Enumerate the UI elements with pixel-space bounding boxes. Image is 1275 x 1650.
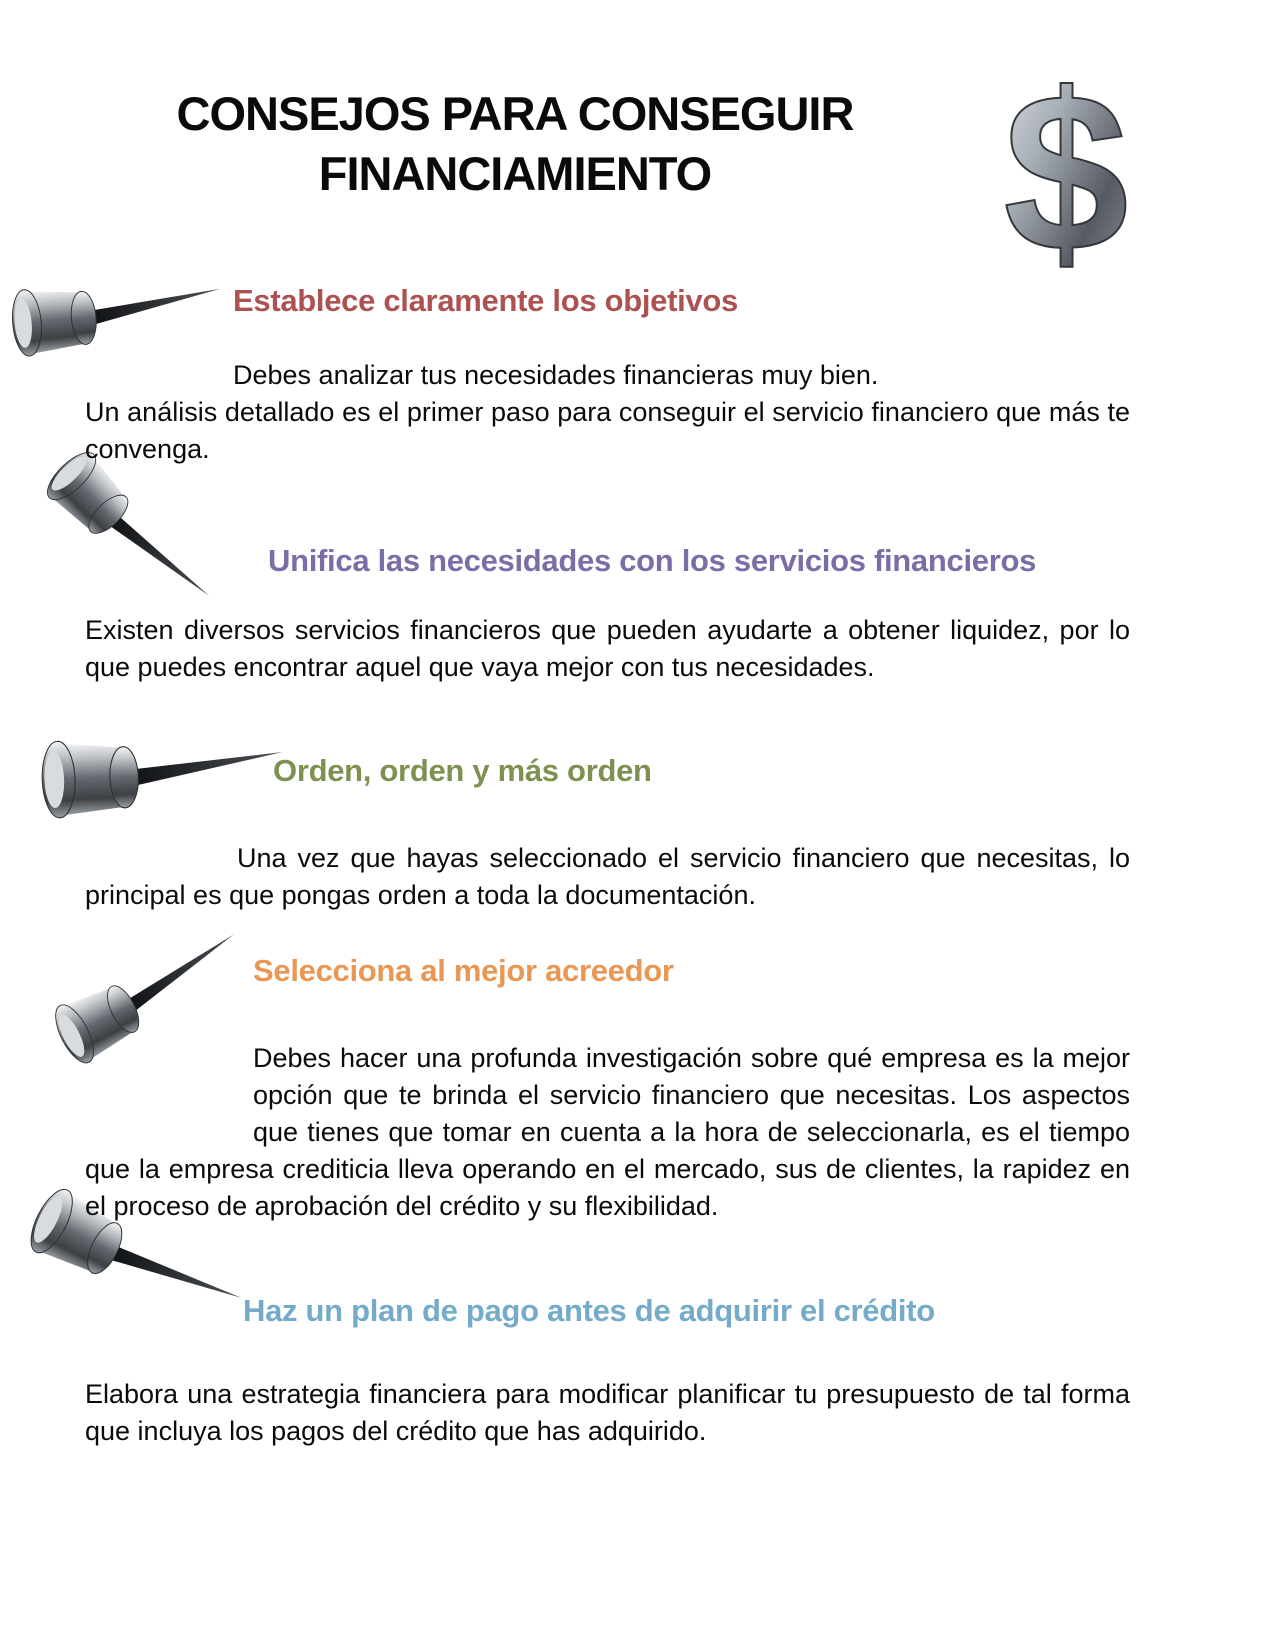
section-heading-objetivos: Establece claramente los objetivos (233, 283, 738, 318)
section-heading-plan-de-pago: Haz un plan de pago antes de adquirir el crédito (243, 1293, 935, 1328)
paragraph: Una vez que hayas seleccionado el servicio financiero que necesitas, lo principal es que pongas orden a toda la documentación. (85, 843, 1130, 910)
page-title-line2: FINANCIAMIENTO (318, 147, 712, 200)
section-body-acreedor (85, 1040, 1130, 1225)
section-body-objetivos (85, 357, 1130, 468)
paragraph: Elabora una estrategia financiera para modificar planificar tu presupuesto de tal forma que incluya los pagos del crédito que has adquirido. (85, 1379, 1130, 1446)
section-body-unifica (85, 612, 1130, 686)
page-title-line1: CONSEJOS PARA CONSEGUIR (176, 87, 854, 140)
section-body-orden (85, 840, 1130, 914)
paragraph: Debes analizar tus necesidades financieras muy bien. (233, 360, 879, 390)
dollar-sign-image (988, 62, 1143, 287)
paragraph: Debes hacer una profunda investigación sobre qué empresa es la mejor opción que te brinda el servicio financiero que necesitas. Los aspectos que tienes que tomar en cuenta a la hora de seleccionarla, es el tiempo que la empresa crediticia lleva operando en el mercado, sus de clientes, la rapidez en el proceso de aprobación del crédito y su flexibilidad. (85, 1043, 1130, 1221)
section-heading-orden: Orden, orden y más orden (273, 753, 652, 788)
dollar-sign-icon (988, 62, 1143, 287)
pushpin-icon (26, 711, 292, 840)
page-title (160, 84, 870, 204)
dollar-glyph: $ (1003, 62, 1129, 287)
text-wrap-spacer (85, 1040, 253, 1118)
section-heading-unifica: Unifica las necesidades con los servicios financieros (268, 543, 1037, 578)
section-heading-acreedor: Selecciona al mejor acreedor (253, 953, 674, 988)
paragraph: Existen diversos servicios financieros que pueden ayudarte a obtener liquidez, por lo que puedes encontrar aquel que vaya mejor con tus necesidades. (85, 615, 1130, 682)
section-body-plan-de-pago (85, 1376, 1130, 1450)
paragraph: Un análisis detallado es el primer paso para conseguir el servicio financiero que más te convenga. (85, 397, 1130, 464)
